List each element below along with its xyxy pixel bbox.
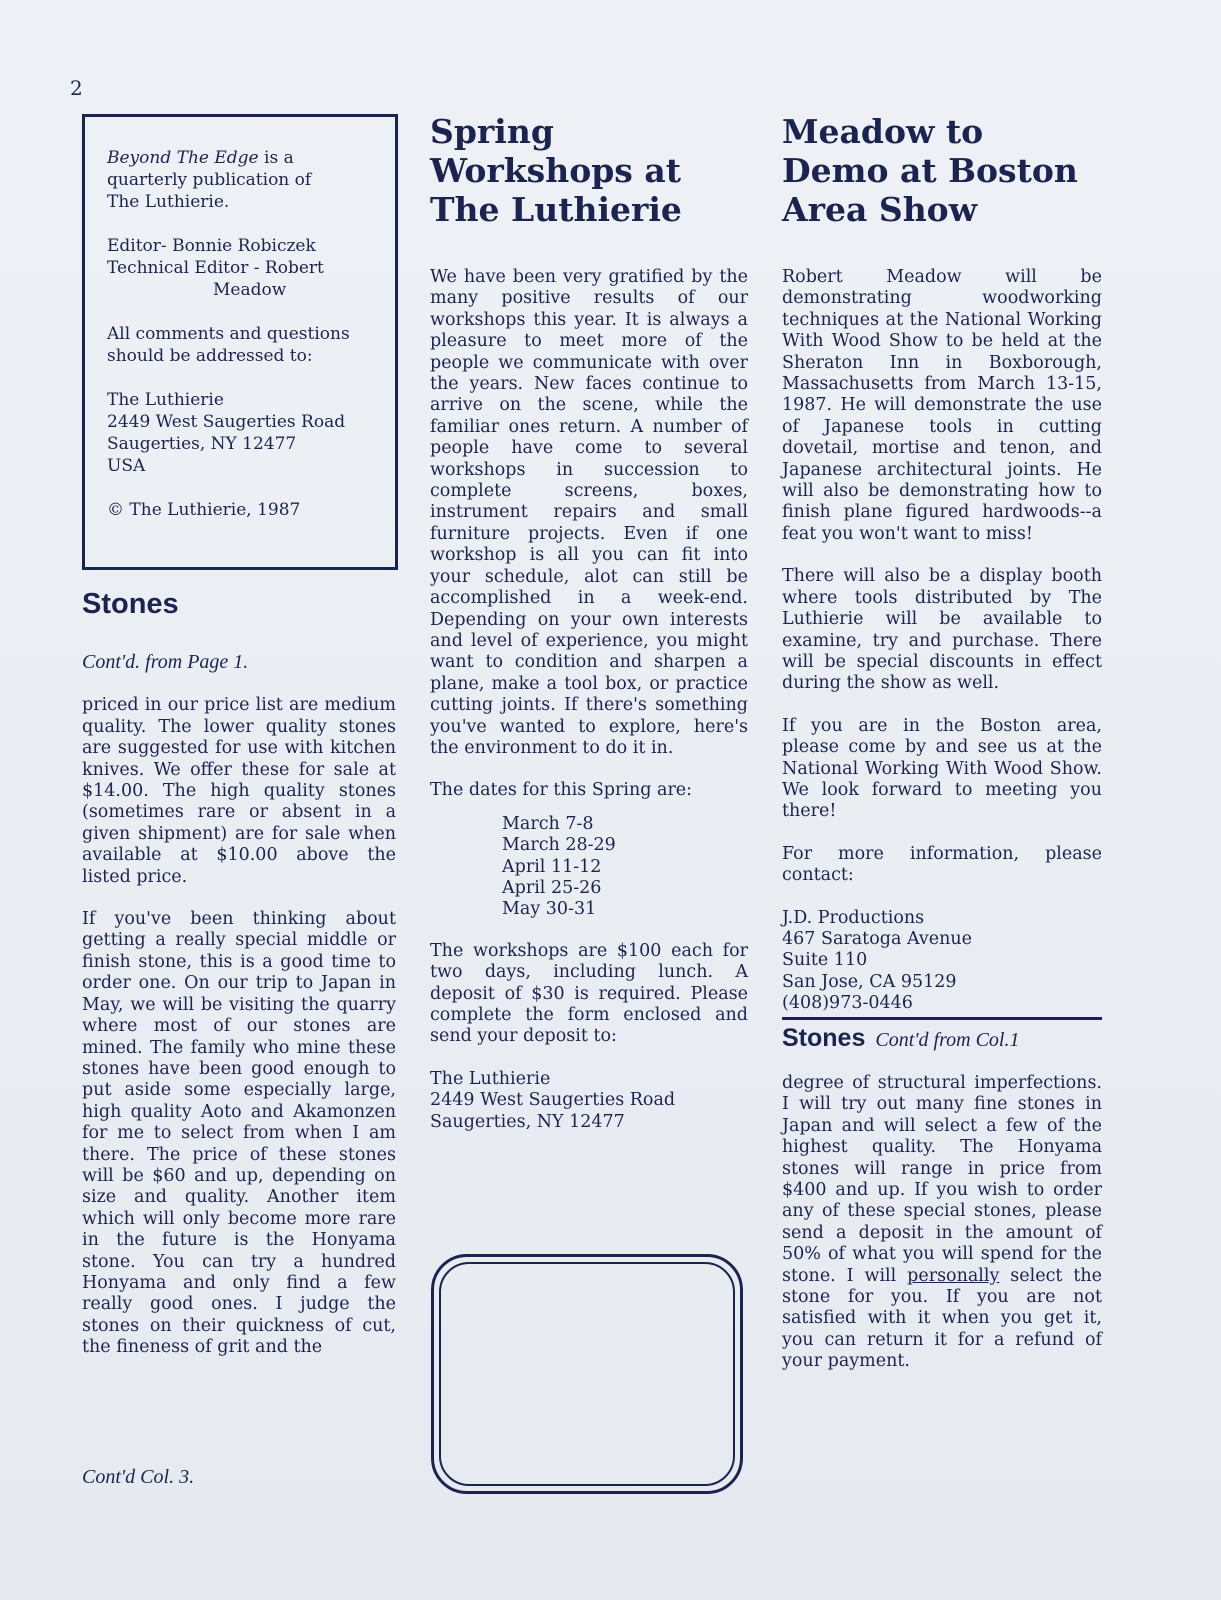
workshop-date: April 11-12 [502, 856, 602, 877]
workshop-date: April 25-26 [502, 877, 602, 898]
address-line: The Luthierie [430, 1068, 551, 1089]
editors [107, 235, 375, 301]
meadow-headline [782, 112, 1102, 229]
headline-line: Meadow to [782, 112, 984, 151]
headline-line: Demo at Boston [782, 151, 1078, 190]
empty-frame-inner [439, 1262, 735, 1486]
editor-line: Editor- Bonnie Robiczek [107, 236, 316, 256]
address-line: Saugerties, NY 12477 [430, 1111, 625, 1132]
stones-paragraph: If you've been thinking about getting a really special middle or finish stone, this is a good time to order one. On our trip to Japan in May, we will be visiting the quarry where most of our stones are mined. The family who mine these stones have been good enough to put aside some especially large, high quality Aoto and Akamonzen for me to select from when I am there. The price of these stones will be $60 and up, depending on size and quality. Another item which will only become more rare in the future is the Honyama stone. You can try a hundred Honyama and only find a few really good ones. I judge the stones on their quickness of cut, the fineness of grit and the [82, 909, 396, 1358]
dates-intro: The dates for this Spring are: [430, 780, 693, 801]
paragraph-text: select the stone for you. If you are not satisfied with it when you get it, you can return it for a refund of your payment. [782, 1265, 1102, 1372]
contact-info [782, 908, 1102, 1015]
comments-note [107, 323, 375, 367]
contact-line: San Jose, CA 95129 [782, 971, 957, 992]
workshop-date: March 28-29 [502, 835, 616, 856]
meadow-paragraph: For more information, please contact: [782, 843, 1102, 886]
headline-line: Area Show [782, 190, 978, 229]
workshop-date: May 30-31 [502, 899, 597, 920]
section-divider [782, 1017, 1102, 1020]
address-line: USA [107, 456, 146, 476]
paragraph-text: degree of structural imperfections. I will try out many fine stones in Japan and will select a few of the highest quality. The Honyama stones will range in price from $400 and up. If you wish to order any of these special stones, please send a deposit in the amount of 50% of what you will spend for the stone. I will [782, 1073, 1102, 1286]
contact-line: 467 Saratoga Avenue [782, 928, 973, 949]
stones-heading: Stones [782, 1023, 866, 1052]
workshops-article [430, 112, 748, 1133]
workshops-paragraph: We have been very gratified by the many positive results of our workshops this year. It is always a pleasure to meet more of the people we communicate with over the years. New faces continue to arrive on the scene, while the familiar ones return. A number of people have come to several workshops in succession to complete screens, boxes, instrument repairs and small furniture projects. Even if one workshop is all you can fit into your schedule, alot can still be accomplished in a week-end. Depending on your own interests and level of experience, you might want to condition and sharpen a plane, make a tool box, or practice cutting joints. If there's something you've wanted to explore, here's the environment to do it in. [430, 267, 748, 758]
stones-article [82, 652, 396, 1359]
stones-heading: Stones [82, 588, 179, 620]
publication-note [107, 147, 375, 213]
continued-from-note: Cont'd from Col.1 [875, 1028, 1020, 1051]
stones-continued-paragraph [782, 1073, 1102, 1373]
meadow-paragraph: There will also be a display booth where tools distributed by The Luthierie will be available to examine, try and purchase. There will be special discounts in effect during the show as well. [782, 566, 1102, 694]
address-line: 2449 West Saugerties Road [107, 412, 346, 432]
workshops-headline [430, 112, 748, 229]
masthead-box [82, 114, 398, 570]
workshop-date: March 7-8 [502, 813, 594, 834]
contact-phone: (408)973-0446 [782, 993, 913, 1014]
mailing-address [107, 389, 375, 477]
address-line: The Luthierie [107, 390, 224, 410]
continued-from-note: Cont'd. from Page 1. [82, 651, 249, 673]
workshop-dates-list [430, 814, 748, 921]
publication-title: Beyond The Edge [107, 148, 259, 168]
workshop-address [430, 1069, 748, 1133]
underlined-word: personally [907, 1265, 1000, 1286]
stones-continued-heading [782, 1023, 1102, 1052]
page-number: 2 [70, 76, 83, 100]
empty-frame [431, 1254, 743, 1494]
technical-editor-line: Technical Editor - Robert [107, 258, 324, 278]
address-line: Saugerties, NY 12477 [107, 434, 297, 454]
technical-editor-name: Meadow [213, 280, 287, 300]
publication-note-text: is a [258, 148, 294, 168]
address-line: 2449 West Saugerties Road [430, 1090, 676, 1111]
headline-line: The Luthierie [430, 190, 682, 229]
comments-line: All comments and questions [107, 324, 350, 344]
headline-line: Spring [430, 112, 554, 151]
publication-note-line: quarterly publication of [107, 170, 312, 190]
continued-to-note: Cont'd Col. 3. [82, 1466, 195, 1488]
publication-note-line: The Luthierie. [107, 192, 230, 212]
meadow-paragraph: Robert Meadow will be demonstrating woodworking techniques at the National Working With Wood Show to be held at the Sheraton Inn in Boxborough, Massachusetts from March 13-15, 1987. He will demonstrate the use of Japanese tools in cutting dovetail, mortise and tenon, and Japanese architectural joints. He will also be demonstrating how to finish plane figured hardwoods--a feat you won't want to miss! [782, 267, 1102, 544]
contact-line: Suite 110 [782, 950, 868, 971]
copyright: © The Luthierie, 1987 [107, 500, 301, 520]
meadow-article [782, 112, 1102, 1373]
headline-line: Workshops at [430, 151, 681, 190]
stones-paragraph: priced in our price list are medium quality. The lower quality stones are suggested for use with kitchen knives. We offer these for sale at $14.00. The high quality stones (sometimes rare or absent in a given shipment) are for sale when available at $10.00 above the listed price. [82, 695, 396, 887]
workshops-paragraph: The workshops are $100 each for two days, including lunch. A deposit of $30 is required. Please complete the form enclosed and send your deposit to: [430, 940, 748, 1047]
meadow-paragraph: If you are in the Boston area, please come by and see us at the National Working With Wood Show. We look forward to meeting you there! [782, 715, 1102, 822]
comments-line: should be addressed to: [107, 346, 313, 366]
contact-line: J.D. Productions [782, 907, 925, 928]
